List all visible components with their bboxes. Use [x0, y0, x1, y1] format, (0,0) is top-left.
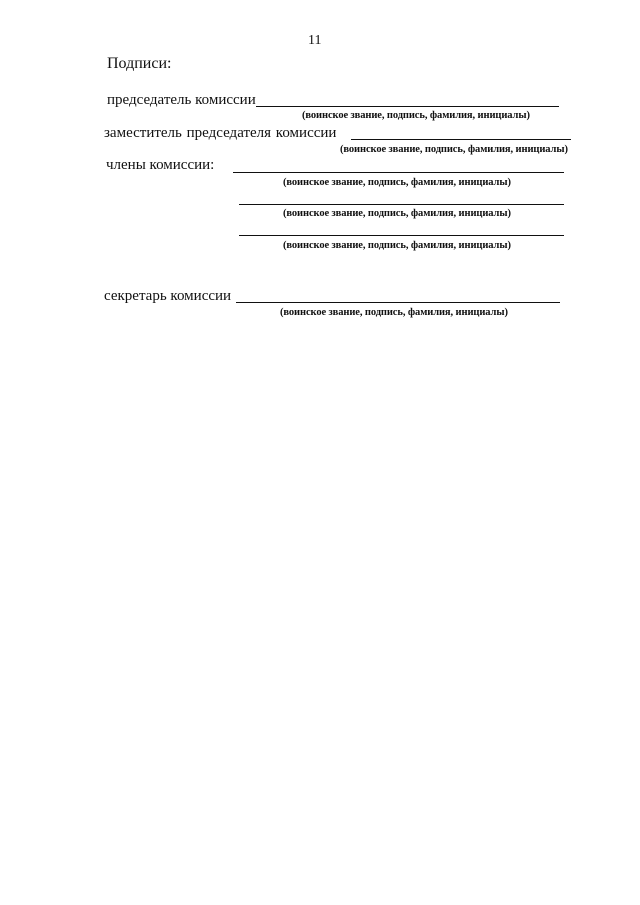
secretary-label: секретарь комиссии: [104, 288, 232, 304]
deputy-chairman-hint: (воинское звание, подпись, фамилия, инициалы): [340, 144, 568, 155]
members-label: члены комиссии:: [106, 157, 215, 173]
member-2-signature-line: [239, 204, 564, 205]
chairman-signature-line: [256, 106, 559, 107]
member-3-hint: (воинское звание, подпись, фамилия, инициалы): [283, 240, 511, 251]
member-2-hint: (воинское звание, подпись, фамилия, инициалы): [283, 208, 511, 219]
page-number: 11: [308, 33, 322, 48]
chairman-label: председатель комиссии: [107, 92, 256, 108]
deputy-chairman-label: заместитель председателя комиссии: [104, 125, 337, 141]
signatures-heading: Подписи:: [107, 55, 172, 72]
secretary-hint: (воинское звание, подпись, фамилия, инициалы): [280, 307, 508, 318]
member-1-hint: (воинское звание, подпись, фамилия, инициалы): [283, 177, 511, 188]
member-3-signature-line: [239, 235, 564, 236]
chairman-hint: (воинское звание, подпись, фамилия, инициалы): [302, 110, 530, 121]
deputy-chairman-signature-line: [351, 139, 571, 140]
member-1-signature-line: [233, 172, 564, 173]
secretary-signature-line: [236, 302, 560, 303]
